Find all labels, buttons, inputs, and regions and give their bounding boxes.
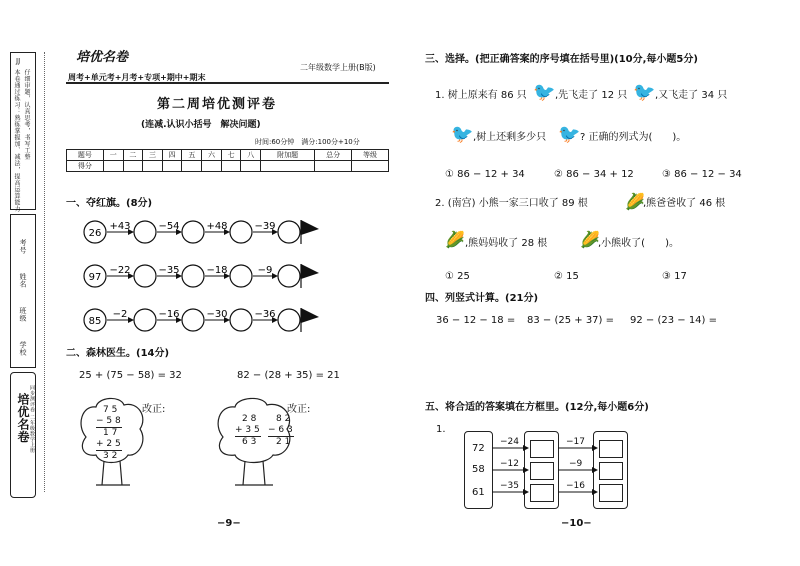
chain-op-label: +43 [109,221,131,232]
chain-answer-circle[interactable] [134,309,156,331]
page-title: 第二周培优测评卷 [157,97,278,112]
sidebar-info-text-1: 本卷通过练习：熟练掌握加、减法，提高运算能力 [13,69,20,212]
q5-left-value: 58 [472,464,485,475]
q3-p1-text-e: ? 正确的列式为( )。 [580,132,687,143]
chain-op-label: −18 [206,265,228,276]
chain-op-label: −16 [158,309,180,320]
score-cell: 一 [103,150,123,161]
chain-op-label: −2 [112,309,128,320]
flag-icon [301,220,319,235]
header-grade: 二年级数学上册(B版) [300,63,376,72]
score-cell: 总分 [315,150,352,161]
q3-p2-text-c: ,熊妈妈收了 28 根 [465,238,548,249]
tree2-col2-line: − 6 3 [268,425,293,435]
chain-op-label: −9 [257,265,273,276]
q3-p1-option-2[interactable]: ② 86 − 34 + 12 [554,169,634,180]
page-subtitle: (连减.认识小括号 解决问题) [141,120,261,130]
sidebar-fields-block [10,214,36,368]
header-rule [66,82,389,84]
q5-right-op: −9 [569,459,583,469]
score-cell: 五 [182,150,202,161]
chain-start-value: 26 [88,228,102,239]
tree1-line: − 5 8 [96,416,121,426]
chain-op-label: +48 [206,221,228,232]
chain-answer-circle[interactable] [278,221,300,243]
q3-p1-text-a: 1. 树上原来有 86 只 [435,90,527,101]
chain-answer-circle[interactable] [278,265,300,287]
q3-p2-text-b: ,熊爸爸收了 46 根 [643,198,726,209]
q3-p2-text-a: 2. (南宫) 小熊一家三口收了 89 根 [435,198,588,209]
q3-p1-text-c: ,又飞走了 34 只 [655,90,728,101]
fix-label-2: 改正: [287,404,311,415]
q5-heading: 五、将合适的答案填在方框里。(12分,每小题6分) [425,402,649,413]
chain-op-label: −35 [158,265,180,276]
score-cell: 等级 [352,150,389,161]
score-input-cell[interactable] [202,161,222,172]
sidebar-logo-block [10,372,36,498]
chain-op-label: −36 [254,309,276,320]
tree1-line: 7 5 [103,405,118,415]
bird-icon: 🐦 [558,124,581,145]
field-name-label: 姓名 [19,273,27,288]
score-cell: 二 [123,150,143,161]
page-number-left: −9− [217,518,241,529]
q3-p2-text-d: ,小熊收了( )。 [598,238,679,249]
tree1-line: 1 7 [103,428,118,438]
score-table-header-row [67,150,389,161]
score-input-cell[interactable] [221,161,241,172]
tree1-line: 3 2 [103,451,118,461]
chain-answer-circle[interactable] [134,265,156,287]
score-cell: 得分 [67,161,104,172]
q4-problem-2: 83 − (25 + 37) = [527,315,615,326]
score-table [66,149,389,172]
tree2-col2-line: 2 1 [276,437,291,447]
q5-left-value: 72 [472,443,485,454]
q2-equation-2: 82 − (28 + 35) = 21 [237,370,340,381]
score-cell: 三 [143,150,163,161]
q3-p2-option-2[interactable]: ② 15 [554,271,579,282]
score-input-cell[interactable] [103,161,123,172]
header-logo: 培优名卷 [76,50,129,65]
q5-left-value: 61 [472,487,485,498]
q5-mid-op: −12 [500,459,519,469]
q2-equation-1: 25 + (75 − 58) = 32 [79,370,182,381]
sidebar-top-label: JJ [16,57,21,65]
score-input-cell[interactable] [162,161,182,172]
sidebar-top-block [10,52,36,210]
score-input-cell[interactable] [123,161,143,172]
page-number-right: −10− [561,518,592,529]
q3-p2-option-3[interactable]: ③ 17 [662,271,687,282]
score-input-cell[interactable] [352,161,389,172]
q4-problem-1: 36 − 12 − 18 = [436,315,516,326]
score-cell: 八 [241,150,261,161]
corn-icon: 🌽 [445,230,465,249]
tree1-line: + 2 5 [96,439,121,449]
q5-right-op: −17 [566,437,585,447]
q3-heading: 三、选择。(把正确答案的序号填在括号里)(10分,每小题5分) [425,54,698,65]
score-input-cell[interactable] [182,161,202,172]
score-cell: 七 [221,150,241,161]
chain-answer-circle[interactable] [278,309,300,331]
q3-p1-text-b: ,先飞走了 12 只 [555,90,628,101]
q5-mid-op: −35 [500,481,519,491]
score-cell: 六 [202,150,222,161]
score-cell: 附加题 [261,150,315,161]
chain-answer-circle[interactable] [230,265,252,287]
q3-p2-option-1[interactable]: ① 25 [445,271,470,282]
fix-label-1: 改正: [142,404,166,415]
corn-icon: 🌽 [580,230,600,249]
tree2-col1-line: 6 3 [242,437,257,447]
field-id-label: 考号 [19,239,27,254]
tree2-col1-line: 2 8 [242,414,257,424]
chain-answer-circle[interactable] [230,221,252,243]
chain-op-label: −39 [254,221,276,232]
score-cell: 题号 [67,150,104,161]
score-table-score-row [67,161,389,172]
chain-answer-circle[interactable] [182,309,204,331]
chain-answer-circle[interactable] [182,221,204,243]
score-cell: 四 [162,150,182,161]
chain-op-label: −54 [158,221,180,232]
bird-icon: 🐦 [451,124,474,145]
page-meta: 时间:60分钟 满分:100分+10分 [255,138,360,146]
chain-start-value: 97 [88,272,102,283]
q3-p1-option-1[interactable]: ① 86 − 12 + 34 [445,169,525,180]
chain-answer-circle[interactable] [134,221,156,243]
q2-heading: 二、森林医生。(14分) [66,348,170,359]
sidebar-bottom-text: 同步测评卷 二年级数学上册 [29,385,35,454]
flag-icon [301,264,319,279]
sidebar-logo-text: 培优名卷 [16,393,30,443]
chain-answer-circle[interactable] [230,309,252,331]
chain-answer-circle[interactable] [182,265,204,287]
bird-icon: 🐦 [633,82,656,103]
q5-item-label: 1. [436,424,446,435]
q3-p1-option-3[interactable]: ③ 86 − 12 − 34 [662,169,742,180]
q5-mid-op: −24 [500,437,519,447]
score-input-cell[interactable] [143,161,163,172]
chain-start-value: 85 [88,316,102,327]
q3-p1-text-d: ,树上还剩多少只 [473,132,547,143]
q4-problem-3: 92 − (23 − 14) = [630,315,718,326]
bird-icon: 🐦 [533,82,556,103]
corn-icon: 🌽 [625,192,645,211]
tree2-col2-line: 8 2 [276,414,291,424]
q5-right-op: −16 [566,481,585,491]
header-series: 周考+单元考+月考+专项+期中+期末 [68,73,206,82]
q1-heading: 一、夺红旗。(8分) [66,198,153,209]
field-class-label: 班级 [19,307,27,322]
score-input-cell[interactable] [315,161,352,172]
chain-op-label: −22 [109,265,131,276]
flag-icon [301,308,319,323]
tree2-col1-line: + 3 5 [235,425,260,435]
q4-heading: 四、列竖式计算。(21分) [425,293,539,304]
q1-chain-diagram [75,220,405,340]
score-input-cell[interactable] [241,161,261,172]
chain-op-label: −30 [206,309,228,320]
field-school-label: 学校 [19,341,27,356]
score-input-cell[interactable] [261,161,315,172]
sidebar-info-text-2: 仔细审题，认真思考，书写工整 [23,69,30,160]
cut-line [44,52,45,492]
